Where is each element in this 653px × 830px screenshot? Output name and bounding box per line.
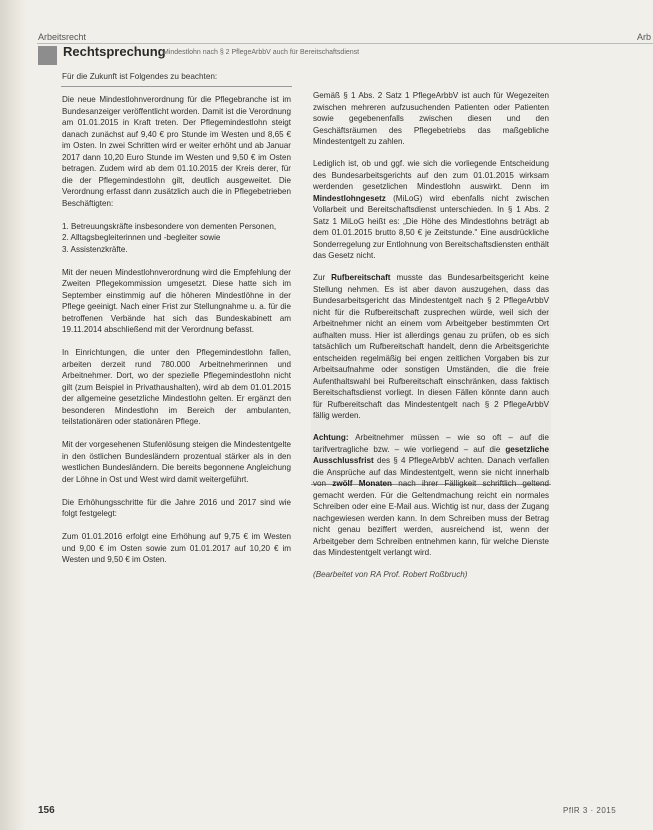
box-paragraph: Zum 01.01.2016 erfolgt eine Erhöhung auf 9,75 € im Westen und 9,00 € im Osten sowie zum 01.01.2017 auf 10,20 € im Westen und 9,50 € im Osten. [62,532,291,564]
text-run: Arbeitnehmer müssen – wie so oft – auf die tarifvertragliche bzw. – wie vorliegend – auf die [313,433,549,454]
warning-paragraph [313,432,549,559]
text-run: des § 4 PflegeArbbV achten. Danach verfallen die Ansprüche auf das Mindestentgelt, wenn sie nicht innerhalb von [313,456,549,488]
list-item: 2. Alltagsbegleiterinnen und -begleiter sowie [62,233,221,242]
bold-term: Rufbereitschaft [331,273,391,282]
section-label-right: Arb [636,32,651,42]
body-paragraph: Gemäß § 1 Abs. 2 Satz 1 PflegeArbbV ist auch für Wegezeiten zwischen mehreren aufzusuchenden Patienten oder Patienten sowie gegebenenfalls zwischen diesen und den Geschäftsräumen des Pflegebetriebs das maßgebliche Mindestentgelt zu zahlen. [313,91,549,146]
bold-term: zwölf Monaten [332,479,392,488]
body-paragraph [313,158,549,262]
bold-term: gesetzliche Ausschlussfrist [313,444,549,465]
bold-term: Mindestlohngesetz [313,193,386,203]
journal-issue: PflR 3 · 2015 [563,806,617,815]
list-item: 3. Assistenzkräfte. [62,244,128,254]
text-run: Zur [313,273,332,282]
text-run: (MiLoG) wird ebenfalls nicht zwischen Vollarbeit und Bereitschaftsdienst unterschieden. In § 1 Abs. 2 Satz 1 MiLoG heißt es: „Die Höhe des Mindestlohns beträgt ab dem 01.01.2015 brutto 8,50 € je Zeitstunde." Eine ausdrückliche Sonderregelung zur Entlohnung von Bereitschaftsdiensten enthält das Gesetz nicht. [313,193,549,260]
box-top-rule [61,86,292,87]
box-lead: Für die Zukunft ist Folgendes zu beachten: [62,72,218,81]
box-list [62,221,291,256]
left-column [62,94,291,577]
right-column [313,90,549,591]
body-paragraph [313,272,549,422]
box-paragraph: Mit der neuen Mindestlohnverordnung wird die Empfehlung der Zweiten Pflegekommission umgesetzt. Diese hatte sich im September einstimmig auf die höheren Mindestlöhne in der Pflege geeinigt. Nach einer Frist zur Stellungnahme u. a. für die betroffenen Verbände hat sich das Bundeskabinett am 19.11.2014 abschließend mit der Verordnung befasst. [62,267,291,334]
box-paragraph: In Einrichtungen, die unter den Pflegemindestlohn fallen, arbeiten derzeit rund 780.000 Arbeitnehmerinnen und Arbeitnehmer. Dort, wo der spezielle Pflegemindestlohn nicht gilt (zum Beispiel in Privathaushalten), wird ab dem 01.01.2015 der allgemeine gesetzliche Mindestlohn gelten. Er ergänzt den besonderen Mindestlohn im Bereich der ambulanten, teilstationären oder stationären Pflege. [62,348,291,426]
page-number: 156 [38,805,55,816]
section-label: Arbeitsrecht [38,32,87,42]
bold-term: Achtung: [313,433,349,442]
header-marker [38,46,57,65]
author-credit: (Bearbeitet von RA Prof. Robert Roßbruch) [313,570,468,579]
list-item: 1. Betreuungskräfte insbesondere von dementen Personen, [62,221,277,231]
box-paragraph: Die neue Mindestlohnverordnung für die Pflegebranche ist im Bundesanzeiger veröffentlicht worden. Damit ist die Verordnung am 01.01.2015 in Kraft treten. Der Pflegemindestlohn steigt danach zunächst auf 9,40 € pro Stunde im Westen und 8,65 € im Osten. In zwei Schritten wird er weiter erhöht und ab Januar 2017 dann 10,20 Euro Stunde im Westen und 9,50 € im Osten betragen. Zudem wird ab dem 01.10.2015 der Kreis derer, für die der Pflegemindestlohn gilt, deutlich ausgeweitet. Die Verordnung erfasst dann zusätzlich auch die in Pflegebetrieben Beschäftigten: [62,95,291,208]
text-run: nach ihrer Fälligkeit schriftlich geltend gemacht werden. Für die Geltendmachung reicht ein normales Schreiben oder eine E-Mail aus. Wichtig ist nur, dass der Zugang nachgewiesen werden kann. In dem Schreiben muss der Betrag nicht genau beziffert werden, ausreichend ist, wenn der Arbeitgeber dem Schreiben entnehmen kann, für welche Dienste das Mindestentgelt verlangt wird. [313,479,549,557]
text-run: Lediglich ist, ob und ggf. wie sich die vorliegende Entscheidung des Bundesarbeitsgerichts auf den zum 01.01.2015 wirksam werdenden gesetzlichen Mindestlohn auswirkt. Denn im [313,159,549,191]
box-paragraph: Mit der vorgesehenen Stufenlösung steigen die Mindestentgelte in den östlichen Bundesländern prozentual stärker als in den westlichen Bundesländern. Die bereits begonnene Angleichung der Löhne in Ost und West wird damit weitergeführt. [62,440,291,484]
text-run: musste das Bundesarbeitsgericht keine Stellung nehmen. Es ist aber davon auszugehen, dass das Bundesarbeitsgericht das Mindestentgelt nach § 2 PflegeArbbV nicht für die Rufbereitschaft zusprechen würde, weil sich der Arbeitnehmer nicht an einem vom Arbeitgeber bestimmten Ort aufhalten muss. Hier ist allerdings genau zu prüfen, ob es sich tatsächlich um Rufbereitschaft handelt, denn die Arbeitsgerichte entscheiden regelmäßig bei engen zeitlichen Vorgaben bis zur Arbeitsaufnahme oder sonstigen Umständen, die die freie Aufenthaltswahl bei Rufbereitschaft einschränken, dass faktisch Bereitschaftsdienst vorliegt. In diesen Fällen könnte dann auch für Rufbereitschaft das Mindestentgelt nach § 2 PflegeArbbV fällig werden. [313,273,549,420]
box-paragraph: Die Erhöhungsschritte für die Jahre 2016 und 2017 sind wie folgt festgelegt: [62,497,291,518]
page-subtitle: Mindestlohn nach § 2 PflegeArbbV auch für Bereitschaftsdienst [163,49,360,56]
page-title: Rechtsprechung [63,44,166,59]
